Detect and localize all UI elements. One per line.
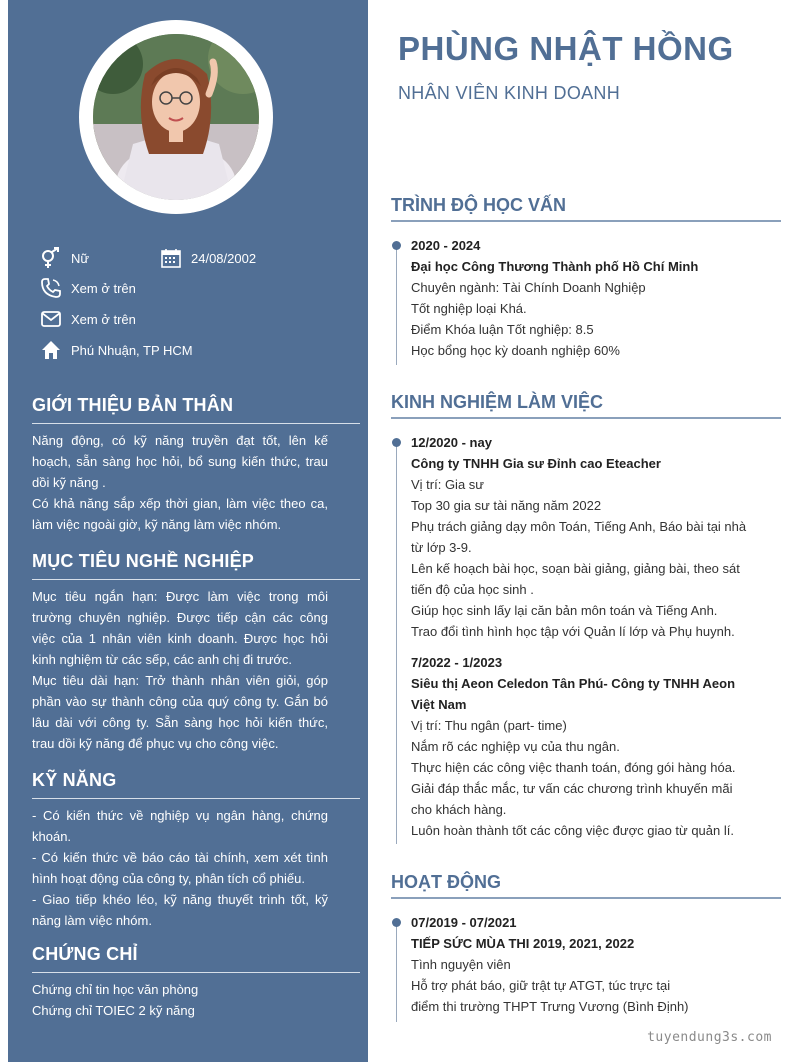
email-row — [40, 308, 136, 330]
activity-line: Tình nguyện viên — [411, 957, 511, 972]
activities-timeline — [396, 922, 397, 1022]
job-company: Siêu thị Aeon Celedon Tân Phú- Công ty TNHH Aeon Việt Nam — [411, 676, 736, 712]
activity-entry — [411, 912, 751, 1017]
activity-line: Hỗ trợ phát báo, giữ trật tự ATGT, túc trực tại điểm thi trường THPT Trưng Vương (Bình Định) — [411, 978, 689, 1014]
education-period: 2020 - 2024 — [411, 238, 481, 253]
experience-timeline — [396, 442, 397, 844]
objective-paragraph: Mục tiêu dài hạn: Trở thành nhân viên giỏi, góp phần vào sự thành công của quý công ty. Gắn bó lâu dài với công ty. Sẵn sàng học hỏi kiến thức, trau dồi kỹ năng để phục vụ cho công việc. — [32, 673, 328, 751]
certificate-item: Chứng chỉ TOIEC 2 kỹ năng — [32, 1003, 195, 1018]
certificates-text — [32, 979, 328, 1021]
skill-item: - Có kiến thức về nghiệp vụ ngân hàng, chứng khoán. — [32, 808, 328, 844]
address-row — [40, 339, 193, 361]
certificate-item: Chứng chỉ tin học văn phòng — [32, 982, 199, 997]
education-school: Đại học Công Thương Thành phố Hồ Chí Minh — [411, 259, 699, 274]
education-line: Chuyên ngành: Tài Chính Doanh Nghiệp — [411, 280, 646, 295]
address-text: Phú Nhuận, TP HCM — [71, 342, 193, 358]
profile-photo — [79, 20, 273, 214]
certificates-title: CHỨNG CHỈ — [32, 944, 138, 964]
experience-title: KINH NGHIỆM LÀM VIỆC — [391, 392, 604, 412]
avatar — [93, 34, 259, 200]
email-icon — [40, 308, 62, 330]
watermark: tuyendung3s.com — [647, 1030, 772, 1045]
job-line: Vị trí: Gia sư — [411, 477, 484, 492]
job-period: 7/2022 - 1/2023 — [411, 655, 503, 670]
job-line: Phụ trách giảng dạy môn Toán, Tiếng Anh, Báo bài tại nhà từ lớp 3-9. — [411, 519, 747, 555]
activity-name: TIẾP SỨC MÙA THI 2019, 2021, 2022 — [411, 936, 635, 951]
candidate-name: PHÙNG NHẬT HỒNG — [398, 30, 734, 67]
education-timeline — [396, 245, 397, 365]
education-title: TRÌNH ĐỘ HỌC VẤN — [391, 195, 566, 215]
timeline-dot — [392, 241, 401, 250]
job-line: Luôn hoàn thành tốt các công việc được giao từ quản lí. — [411, 823, 734, 838]
job-line: Giúp học sinh lấy lại căn bản môn toán và Tiếng Anh. — [411, 603, 718, 618]
about-paragraph: Năng động, có kỹ năng truyền đạt tốt, lên kế hoạch, sẵn sàng học hỏi, bổ sung kiến thức, trau dồi kỹ năng . — [32, 433, 328, 490]
job-line: Giải đáp thắc mắc, tư vấn các chương trình khuyến mãi cho khách hàng. — [411, 781, 733, 817]
skills-text — [32, 805, 328, 931]
skill-item: - Giao tiếp khéo léo, kỹ năng thuyết trình tốt, kỹ năng làm việc nhóm. — [32, 892, 328, 928]
activity-period: 07/2019 - 07/2021 — [411, 915, 517, 930]
experience-divider — [391, 417, 781, 419]
birthday-row — [160, 247, 256, 269]
about-divider — [32, 423, 360, 424]
job-line: Top 30 gia sư tài năng năm 2022 — [411, 498, 602, 513]
skill-item: - Có kiến thức về báo cáo tài chính, xem xét tình hình hoạt động của công ty, phân tích cổ phiếu. — [32, 850, 328, 886]
email-text: Xem ở trên — [71, 311, 136, 327]
skills-divider — [32, 798, 360, 799]
job-line: Vị trí: Thu ngân (part- time) — [411, 718, 567, 733]
education-line: Điểm Khóa luận Tốt nghiệp: 8.5 — [411, 322, 594, 337]
skills-title: KỸ NĂNG — [32, 770, 117, 790]
gender-text: Nữ — [71, 250, 90, 266]
certificates-divider — [32, 972, 360, 973]
job-line: Nắm rõ các nghiệp vụ của thu ngân. — [411, 739, 620, 754]
objective-title: MỤC TIÊU NGHỀ NGHIỆP — [32, 551, 255, 571]
job-line: Thực hiện các công việc thanh toán, đóng gói hàng hóa. — [411, 760, 736, 775]
activities-divider — [391, 897, 781, 899]
objective-divider — [32, 579, 360, 580]
birthday-text: 24/08/2002 — [191, 250, 257, 266]
job-line: Trao đổi tình hình học tập với Quản lí lớp và Phụ huynh. — [411, 624, 735, 639]
about-text — [32, 430, 328, 535]
experience-entry-1 — [411, 432, 751, 642]
experience-entry-2 — [411, 652, 751, 841]
about-title: GIỚI THIỆU BẢN THÂN — [32, 395, 234, 415]
calendar-icon — [160, 247, 182, 269]
phone-text: Xem ở trên — [71, 280, 136, 296]
education-entry — [411, 235, 751, 361]
timeline-dot — [392, 438, 401, 447]
education-line: Học bổng học kỳ doanh nghiệp 60% — [411, 343, 620, 358]
objective-text — [32, 586, 328, 754]
timeline-dot — [392, 918, 401, 927]
objective-paragraph: Mục tiêu ngắn hạn: Được làm việc trong môi trường chuyên nghiệp. Được tiếp cận các công việc của 1 nhân viên kinh doanh. Được học hỏi kinh nghiệm từ các sếp, các anh chị đi trước. — [32, 589, 328, 667]
job-company: Công ty TNHH Gia sư Đỉnh cao Eteacher — [411, 456, 661, 471]
activities-title: HOẠT ĐỘNG — [391, 872, 501, 892]
phone-row — [40, 277, 136, 299]
about-paragraph: Có khả năng sắp xếp thời gian, làm việc theo ca, làm việc ngoài giờ, kỹ năng làm việc nhóm. — [32, 496, 328, 532]
job-line: Lên kế hoạch bài học, soạn bài giảng, giảng bài, theo sát tiến độ của học sinh . — [411, 561, 740, 597]
gender-row — [40, 247, 89, 269]
education-line: Tốt nghiệp loại Khá. — [411, 301, 527, 316]
gender-icon — [40, 247, 62, 269]
home-icon — [40, 339, 62, 361]
education-divider — [391, 220, 781, 222]
job-title: NHÂN VIÊN KINH DOANH — [398, 83, 621, 103]
phone-icon — [40, 277, 62, 299]
job-period: 12/2020 - nay — [411, 435, 492, 450]
